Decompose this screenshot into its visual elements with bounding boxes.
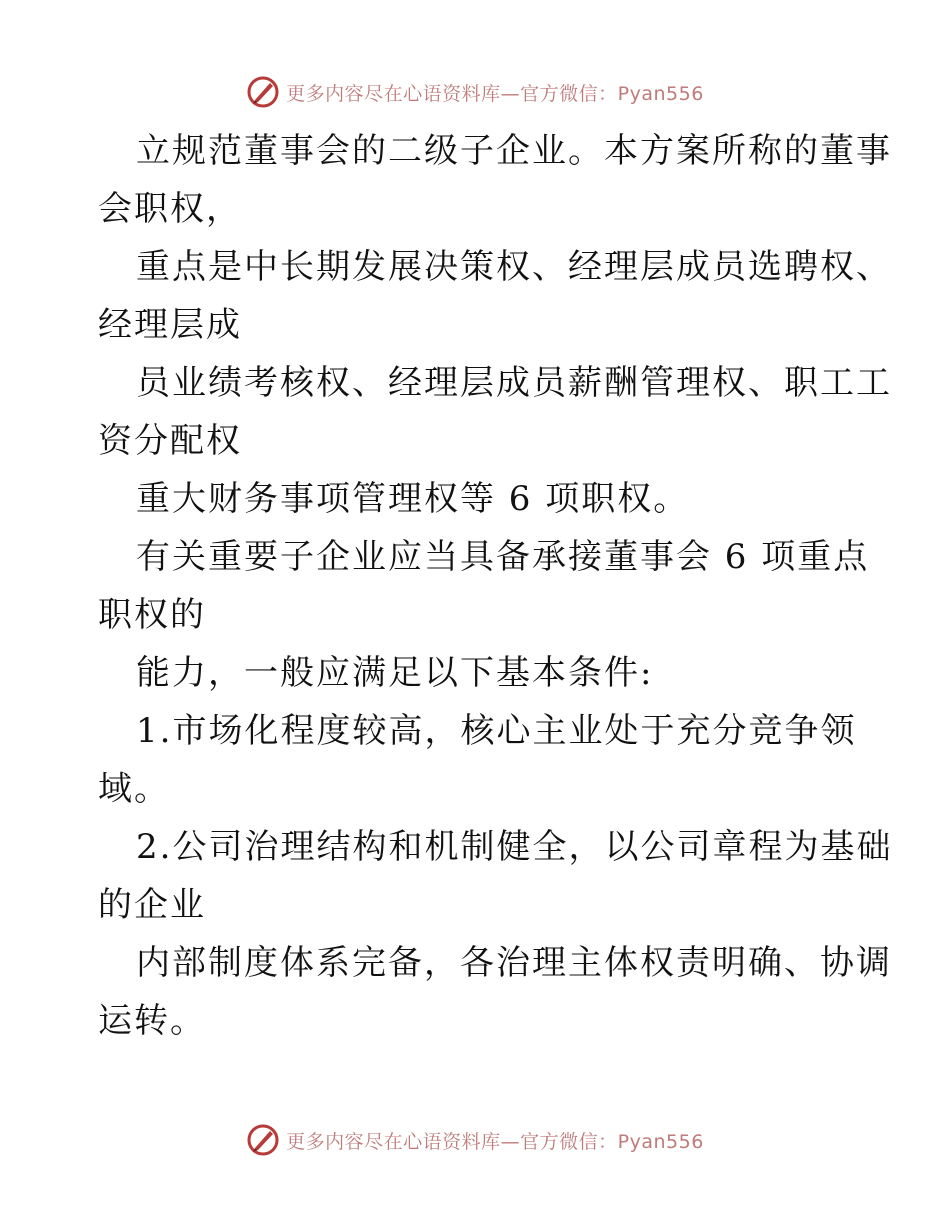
body-line: 经理层成 (98, 305, 242, 345)
body-line: 重点是中长期发展决策权、经理层成员选聘权、 (136, 247, 892, 287)
body-line: 资分配权 (98, 421, 242, 461)
header-banner-text: 更多内容尽在心语资料库—官方微信：Pyan556 (286, 82, 704, 105)
body-line: 重大财务事项管理权等 6 项职权。 (136, 479, 690, 519)
body-line: 员业绩考核权、经理层成员薪酬管理权、职工工 (136, 363, 892, 403)
document-body (98, 122, 893, 1050)
body-line: 内部制度体系完备，各治理主体权责明确、协调 (136, 943, 892, 983)
body-line: 的企业 (98, 885, 206, 925)
body-line: 能力，一般应满足以下基本条件: (136, 653, 654, 693)
body-line: 立规范董事会的二级子企业。本方案所称的董事 (136, 131, 892, 171)
body-line: 1.市场化程度较高，核心主业处于充分竞争领 (136, 711, 857, 751)
footer-banner (0, 1120, 950, 1160)
pen-logo-icon (246, 75, 280, 109)
body-line: 2.公司治理结构和机制健全，以公司章程为基础 (136, 827, 893, 867)
header-banner (0, 72, 950, 112)
body-line: 会职权， (98, 189, 242, 229)
pen-logo-icon (246, 1123, 280, 1157)
body-line: 职权的 (98, 595, 206, 635)
body-line: 域。 (98, 769, 170, 809)
body-line: 运转。 (98, 1001, 206, 1041)
footer-banner-text: 更多内容尽在心语资料库—官方微信：Pyan556 (286, 1130, 704, 1153)
body-line: 有关重要子企业应当具备承接董事会 6 项重点 (136, 537, 870, 577)
